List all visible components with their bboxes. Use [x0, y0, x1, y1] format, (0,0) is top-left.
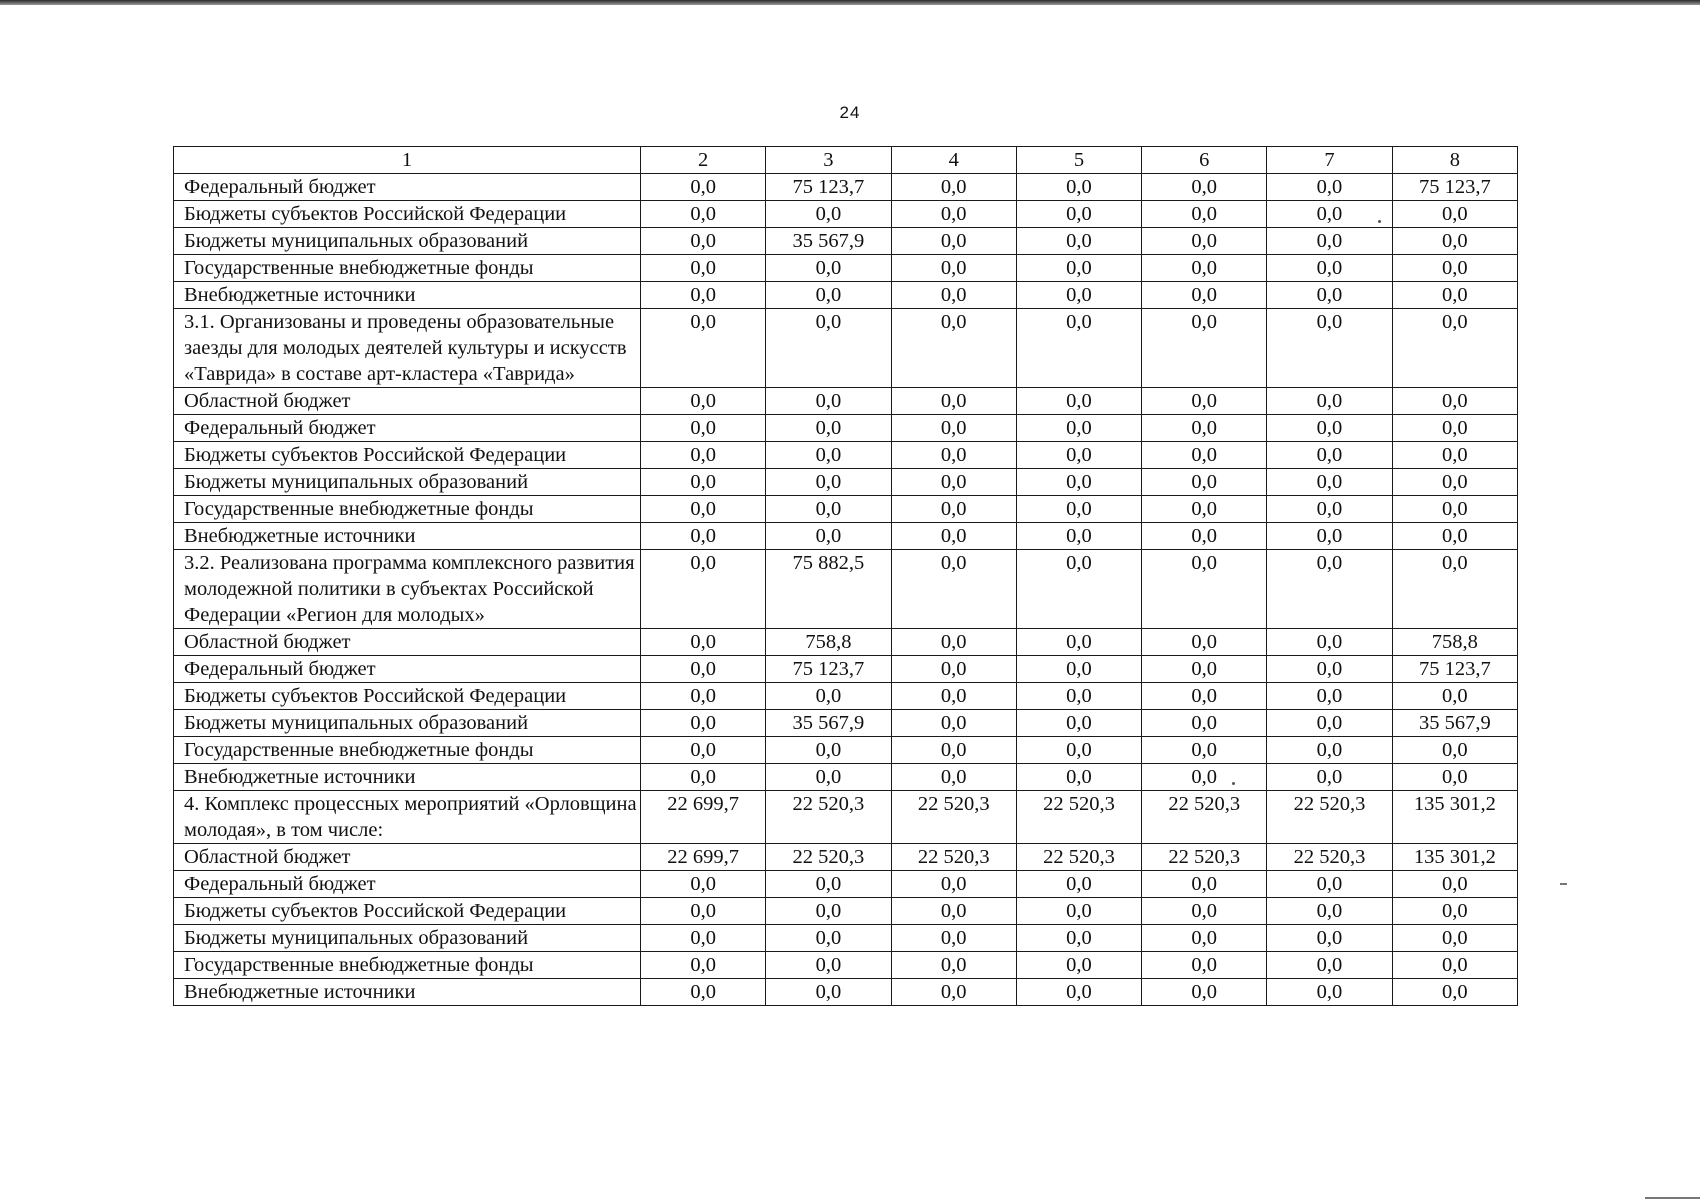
value-cell-col-4: 0,0: [891, 550, 1016, 629]
value-cell-col-8: 0,0: [1392, 952, 1517, 979]
table-row: [174, 550, 1518, 629]
table-row: [174, 388, 1518, 415]
value-cell-col-8: 0,0: [1392, 523, 1517, 550]
scan-speck: [1560, 883, 1567, 885]
value-cell-col-7: 0,0: [1267, 737, 1392, 764]
value-cell-col-2: 0,0: [641, 174, 766, 201]
value-cell-col-6: 0,0: [1142, 683, 1267, 710]
value-cell-col-5: 0,0: [1016, 764, 1141, 791]
value-cell-col-6: 0,0: [1142, 764, 1267, 791]
value-cell-col-2: 0,0: [641, 388, 766, 415]
value-cell-col-4: 22 520,3: [891, 844, 1016, 871]
value-cell-col-2: 0,0: [641, 764, 766, 791]
table-row: [174, 496, 1518, 523]
scan-speck: [1232, 782, 1235, 785]
row-label: 3.1. Организованы и проведены образовательные заезды для молодых деятелей культуры и искусств «Таврида» в составе арт-кластера «Таврида»: [174, 309, 641, 388]
value-cell-col-5: 0,0: [1016, 282, 1141, 309]
value-cell-col-2: 0,0: [641, 737, 766, 764]
value-cell-col-6: 22 520,3: [1142, 844, 1267, 871]
value-cell-col-2: 0,0: [641, 629, 766, 656]
value-cell-col-6: 0,0: [1142, 415, 1267, 442]
value-cell-col-5: 0,0: [1016, 629, 1141, 656]
value-cell-col-5: 0,0: [1016, 737, 1141, 764]
table-row: [174, 925, 1518, 952]
value-cell-col-2: 0,0: [641, 550, 766, 629]
value-cell-col-3: 0,0: [766, 201, 891, 228]
value-cell-col-2: 0,0: [641, 469, 766, 496]
value-cell-col-5: 22 520,3: [1016, 844, 1141, 871]
table-row: [174, 737, 1518, 764]
table-row: [174, 201, 1518, 228]
row-label: Бюджеты муниципальных образований: [174, 710, 641, 737]
value-cell-col-8: 0,0: [1392, 764, 1517, 791]
row-label: Внебюджетные источники: [174, 979, 641, 1006]
value-cell-col-3: 22 520,3: [766, 791, 891, 844]
value-cell-col-8: 0,0: [1392, 228, 1517, 255]
value-cell-col-5: 0,0: [1016, 442, 1141, 469]
value-cell-col-2: 0,0: [641, 523, 766, 550]
value-cell-col-8: 135 301,2: [1392, 791, 1517, 844]
value-cell-col-2: 0,0: [641, 925, 766, 952]
table-row: [174, 683, 1518, 710]
value-cell-col-7: 0,0: [1267, 442, 1392, 469]
row-label: Бюджеты субъектов Российской Федерации: [174, 442, 641, 469]
value-cell-col-7: 0,0: [1267, 550, 1392, 629]
value-cell-col-5: 0,0: [1016, 388, 1141, 415]
value-cell-col-8: 0,0: [1392, 442, 1517, 469]
value-cell-col-7: 0,0: [1267, 710, 1392, 737]
table-row: [174, 469, 1518, 496]
value-cell-col-4: 0,0: [891, 442, 1016, 469]
value-cell-col-4: 0,0: [891, 469, 1016, 496]
row-label: Государственные внебюджетные фонды: [174, 952, 641, 979]
table-row: [174, 710, 1518, 737]
value-cell-col-5: 0,0: [1016, 228, 1141, 255]
value-cell-col-7: 0,0: [1267, 174, 1392, 201]
value-cell-col-3: 758,8: [766, 629, 891, 656]
row-label: Государственные внебюджетные фонды: [174, 737, 641, 764]
value-cell-col-4: 0,0: [891, 656, 1016, 683]
row-label: Бюджеты муниципальных образований: [174, 469, 641, 496]
row-label: Бюджеты муниципальных образований: [174, 228, 641, 255]
value-cell-col-7: 0,0: [1267, 898, 1392, 925]
value-cell-col-7: 0,0: [1267, 764, 1392, 791]
value-cell-col-6: 0,0: [1142, 255, 1267, 282]
value-cell-col-8: 758,8: [1392, 629, 1517, 656]
value-cell-col-3: 22 520,3: [766, 844, 891, 871]
value-cell-col-8: 0,0: [1392, 550, 1517, 629]
value-cell-col-7: 0,0: [1267, 952, 1392, 979]
value-cell-col-6: 22 520,3: [1142, 791, 1267, 844]
table-row: [174, 282, 1518, 309]
value-cell-col-3: 35 567,9: [766, 228, 891, 255]
value-cell-col-8: 0,0: [1392, 871, 1517, 898]
scan-speck: [1378, 220, 1381, 223]
value-cell-col-8: 135 301,2: [1392, 844, 1517, 871]
value-cell-col-4: 0,0: [891, 415, 1016, 442]
value-cell-col-6: 0,0: [1142, 201, 1267, 228]
budget-table: [173, 146, 1518, 1006]
row-label: 4. Комплекс процессных мероприятий «Орловщина молодая», в том числе:: [174, 791, 641, 844]
column-header-5: 5: [1016, 147, 1141, 174]
value-cell-col-7: 0,0: [1267, 871, 1392, 898]
column-header-7: 7: [1267, 147, 1392, 174]
value-cell-col-4: 0,0: [891, 683, 1016, 710]
value-cell-col-4: 0,0: [891, 979, 1016, 1006]
value-cell-col-8: 0,0: [1392, 282, 1517, 309]
value-cell-col-3: 0,0: [766, 683, 891, 710]
table-row: [174, 791, 1518, 844]
value-cell-col-5: 0,0: [1016, 683, 1141, 710]
value-cell-col-6: 0,0: [1142, 282, 1267, 309]
value-cell-col-4: 0,0: [891, 952, 1016, 979]
value-cell-col-3: 0,0: [766, 309, 891, 388]
row-label: Государственные внебюджетные фонды: [174, 496, 641, 523]
value-cell-col-6: 0,0: [1142, 737, 1267, 764]
table-row: [174, 415, 1518, 442]
column-header-2: 2: [641, 147, 766, 174]
value-cell-col-8: 0,0: [1392, 309, 1517, 388]
value-cell-col-4: 0,0: [891, 898, 1016, 925]
value-cell-col-6: 0,0: [1142, 496, 1267, 523]
value-cell-col-7: 0,0: [1267, 201, 1392, 228]
value-cell-col-7: 0,0: [1267, 415, 1392, 442]
table-row: [174, 228, 1518, 255]
value-cell-col-4: 0,0: [891, 710, 1016, 737]
value-cell-col-5: 0,0: [1016, 952, 1141, 979]
value-cell-col-2: 0,0: [641, 871, 766, 898]
value-cell-col-3: 0,0: [766, 764, 891, 791]
table-row: [174, 255, 1518, 282]
value-cell-col-6: 0,0: [1142, 710, 1267, 737]
value-cell-col-7: 0,0: [1267, 469, 1392, 496]
value-cell-col-7: 0,0: [1267, 629, 1392, 656]
value-cell-col-2: 0,0: [641, 282, 766, 309]
value-cell-col-7: 0,0: [1267, 656, 1392, 683]
value-cell-col-4: 0,0: [891, 309, 1016, 388]
row-label: Бюджеты субъектов Российской Федерации: [174, 201, 641, 228]
value-cell-col-7: 0,0: [1267, 523, 1392, 550]
value-cell-col-2: 0,0: [641, 309, 766, 388]
value-cell-col-6: 0,0: [1142, 469, 1267, 496]
value-cell-col-5: 0,0: [1016, 925, 1141, 952]
value-cell-col-3: 0,0: [766, 388, 891, 415]
value-cell-col-6: 0,0: [1142, 442, 1267, 469]
value-cell-col-6: 0,0: [1142, 388, 1267, 415]
row-label: Областной бюджет: [174, 844, 641, 871]
table-header-row: [174, 147, 1518, 174]
value-cell-col-4: 0,0: [891, 737, 1016, 764]
value-cell-col-8: 0,0: [1392, 898, 1517, 925]
value-cell-col-6: 0,0: [1142, 925, 1267, 952]
value-cell-col-6: 0,0: [1142, 952, 1267, 979]
value-cell-col-5: 0,0: [1016, 710, 1141, 737]
value-cell-col-2: 22 699,7: [641, 791, 766, 844]
value-cell-col-3: 0,0: [766, 523, 891, 550]
value-cell-col-6: 0,0: [1142, 656, 1267, 683]
value-cell-col-6: 0,0: [1142, 550, 1267, 629]
value-cell-col-2: 0,0: [641, 415, 766, 442]
value-cell-col-3: 0,0: [766, 496, 891, 523]
value-cell-col-5: 0,0: [1016, 550, 1141, 629]
value-cell-col-4: 0,0: [891, 496, 1016, 523]
value-cell-col-8: 0,0: [1392, 415, 1517, 442]
value-cell-col-3: 75 123,7: [766, 174, 891, 201]
value-cell-col-7: 0,0: [1267, 979, 1392, 1006]
value-cell-col-5: 0,0: [1016, 496, 1141, 523]
row-label: Бюджеты субъектов Российской Федерации: [174, 683, 641, 710]
row-label: Бюджеты муниципальных образований: [174, 925, 641, 952]
value-cell-col-7: 0,0: [1267, 496, 1392, 523]
value-cell-col-5: 0,0: [1016, 898, 1141, 925]
value-cell-col-5: 0,0: [1016, 656, 1141, 683]
value-cell-col-5: 0,0: [1016, 523, 1141, 550]
budget-table-body: [174, 147, 1518, 1006]
value-cell-col-4: 0,0: [891, 523, 1016, 550]
value-cell-col-3: 0,0: [766, 442, 891, 469]
value-cell-col-6: 0,0: [1142, 898, 1267, 925]
value-cell-col-7: 0,0: [1267, 282, 1392, 309]
value-cell-col-6: 0,0: [1142, 871, 1267, 898]
value-cell-col-2: 0,0: [641, 656, 766, 683]
value-cell-col-2: 0,0: [641, 442, 766, 469]
value-cell-col-2: 0,0: [641, 228, 766, 255]
table-row: [174, 656, 1518, 683]
value-cell-col-7: 0,0: [1267, 683, 1392, 710]
value-cell-col-3: 0,0: [766, 871, 891, 898]
table-row: [174, 442, 1518, 469]
value-cell-col-7: 0,0: [1267, 925, 1392, 952]
value-cell-col-6: 0,0: [1142, 979, 1267, 1006]
table-row: [174, 844, 1518, 871]
row-label: Федеральный бюджет: [174, 871, 641, 898]
value-cell-col-7: 0,0: [1267, 255, 1392, 282]
value-cell-col-6: 0,0: [1142, 523, 1267, 550]
value-cell-col-6: 0,0: [1142, 629, 1267, 656]
value-cell-col-6: 0,0: [1142, 174, 1267, 201]
value-cell-col-7: 22 520,3: [1267, 791, 1392, 844]
value-cell-col-2: 0,0: [641, 979, 766, 1006]
row-label: Бюджеты субъектов Российской Федерации: [174, 898, 641, 925]
value-cell-col-3: 75 123,7: [766, 656, 891, 683]
value-cell-col-3: 75 882,5: [766, 550, 891, 629]
value-cell-col-8: 0,0: [1392, 469, 1517, 496]
value-cell-col-4: 0,0: [891, 201, 1016, 228]
value-cell-col-8: 0,0: [1392, 201, 1517, 228]
value-cell-col-8: 0,0: [1392, 737, 1517, 764]
value-cell-col-2: 0,0: [641, 683, 766, 710]
column-header-4: 4: [891, 147, 1016, 174]
row-label: Федеральный бюджет: [174, 656, 641, 683]
table-row: [174, 309, 1518, 388]
value-cell-col-7: 22 520,3: [1267, 844, 1392, 871]
value-cell-col-7: 0,0: [1267, 388, 1392, 415]
table-row: [174, 764, 1518, 791]
row-label: 3.2. Реализована программа комплексного развития молодежной политики в субъектах Российской Федерации «Регион для молодых»: [174, 550, 641, 629]
scan-top-edge: [0, 0, 1700, 5]
value-cell-col-4: 22 520,3: [891, 791, 1016, 844]
column-header-6: 6: [1142, 147, 1267, 174]
value-cell-col-8: 0,0: [1392, 388, 1517, 415]
value-cell-col-5: 0,0: [1016, 174, 1141, 201]
value-cell-col-5: 0,0: [1016, 255, 1141, 282]
table-row: [174, 952, 1518, 979]
value-cell-col-2: 22 699,7: [641, 844, 766, 871]
value-cell-col-8: 0,0: [1392, 979, 1517, 1006]
value-cell-col-8: 75 123,7: [1392, 174, 1517, 201]
value-cell-col-5: 0,0: [1016, 469, 1141, 496]
value-cell-col-8: 0,0: [1392, 496, 1517, 523]
value-cell-col-7: 0,0: [1267, 309, 1392, 388]
value-cell-col-2: 0,0: [641, 201, 766, 228]
value-cell-col-3: 0,0: [766, 898, 891, 925]
value-cell-col-2: 0,0: [641, 710, 766, 737]
value-cell-col-6: 0,0: [1142, 228, 1267, 255]
value-cell-col-5: 0,0: [1016, 201, 1141, 228]
scan-speck: [1645, 1197, 1700, 1199]
value-cell-col-3: 0,0: [766, 979, 891, 1006]
value-cell-col-7: 0,0: [1267, 228, 1392, 255]
table-row: [174, 898, 1518, 925]
value-cell-col-4: 0,0: [891, 925, 1016, 952]
value-cell-col-4: 0,0: [891, 228, 1016, 255]
value-cell-col-4: 0,0: [891, 871, 1016, 898]
row-label: Федеральный бюджет: [174, 174, 641, 201]
value-cell-col-2: 0,0: [641, 898, 766, 925]
value-cell-col-2: 0,0: [641, 952, 766, 979]
value-cell-col-4: 0,0: [891, 255, 1016, 282]
value-cell-col-5: 0,0: [1016, 871, 1141, 898]
value-cell-col-3: 0,0: [766, 282, 891, 309]
value-cell-col-3: 0,0: [766, 925, 891, 952]
value-cell-col-5: 0,0: [1016, 309, 1141, 388]
value-cell-col-3: 0,0: [766, 469, 891, 496]
table-row: [174, 871, 1518, 898]
column-header-3: 3: [766, 147, 891, 174]
value-cell-col-6: 0,0: [1142, 309, 1267, 388]
value-cell-col-4: 0,0: [891, 629, 1016, 656]
value-cell-col-5: 22 520,3: [1016, 791, 1141, 844]
row-label: Внебюджетные источники: [174, 523, 641, 550]
value-cell-col-8: 0,0: [1392, 925, 1517, 952]
value-cell-col-8: 35 567,9: [1392, 710, 1517, 737]
value-cell-col-4: 0,0: [891, 764, 1016, 791]
table-row: [174, 523, 1518, 550]
column-header-8: 8: [1392, 147, 1517, 174]
row-label: Областной бюджет: [174, 388, 641, 415]
value-cell-col-3: 0,0: [766, 737, 891, 764]
value-cell-col-4: 0,0: [891, 282, 1016, 309]
row-label: Федеральный бюджет: [174, 415, 641, 442]
value-cell-col-3: 0,0: [766, 255, 891, 282]
row-label: Внебюджетные источники: [174, 764, 641, 791]
value-cell-col-2: 0,0: [641, 496, 766, 523]
value-cell-col-4: 0,0: [891, 174, 1016, 201]
row-label: Областной бюджет: [174, 629, 641, 656]
value-cell-col-5: 0,0: [1016, 415, 1141, 442]
value-cell-col-8: 75 123,7: [1392, 656, 1517, 683]
value-cell-col-5: 0,0: [1016, 979, 1141, 1006]
column-header-1: 1: [174, 147, 641, 174]
table-row: [174, 629, 1518, 656]
table-row: [174, 174, 1518, 201]
page-number: 24: [839, 103, 861, 122]
value-cell-col-3: 0,0: [766, 952, 891, 979]
value-cell-col-4: 0,0: [891, 388, 1016, 415]
row-label: Внебюджетные источники: [174, 282, 641, 309]
row-label: Государственные внебюджетные фонды: [174, 255, 641, 282]
value-cell-col-3: 0,0: [766, 415, 891, 442]
value-cell-col-3: 35 567,9: [766, 710, 891, 737]
table-row: [174, 979, 1518, 1006]
value-cell-col-8: 0,0: [1392, 255, 1517, 282]
value-cell-col-2: 0,0: [641, 255, 766, 282]
value-cell-col-8: 0,0: [1392, 683, 1517, 710]
